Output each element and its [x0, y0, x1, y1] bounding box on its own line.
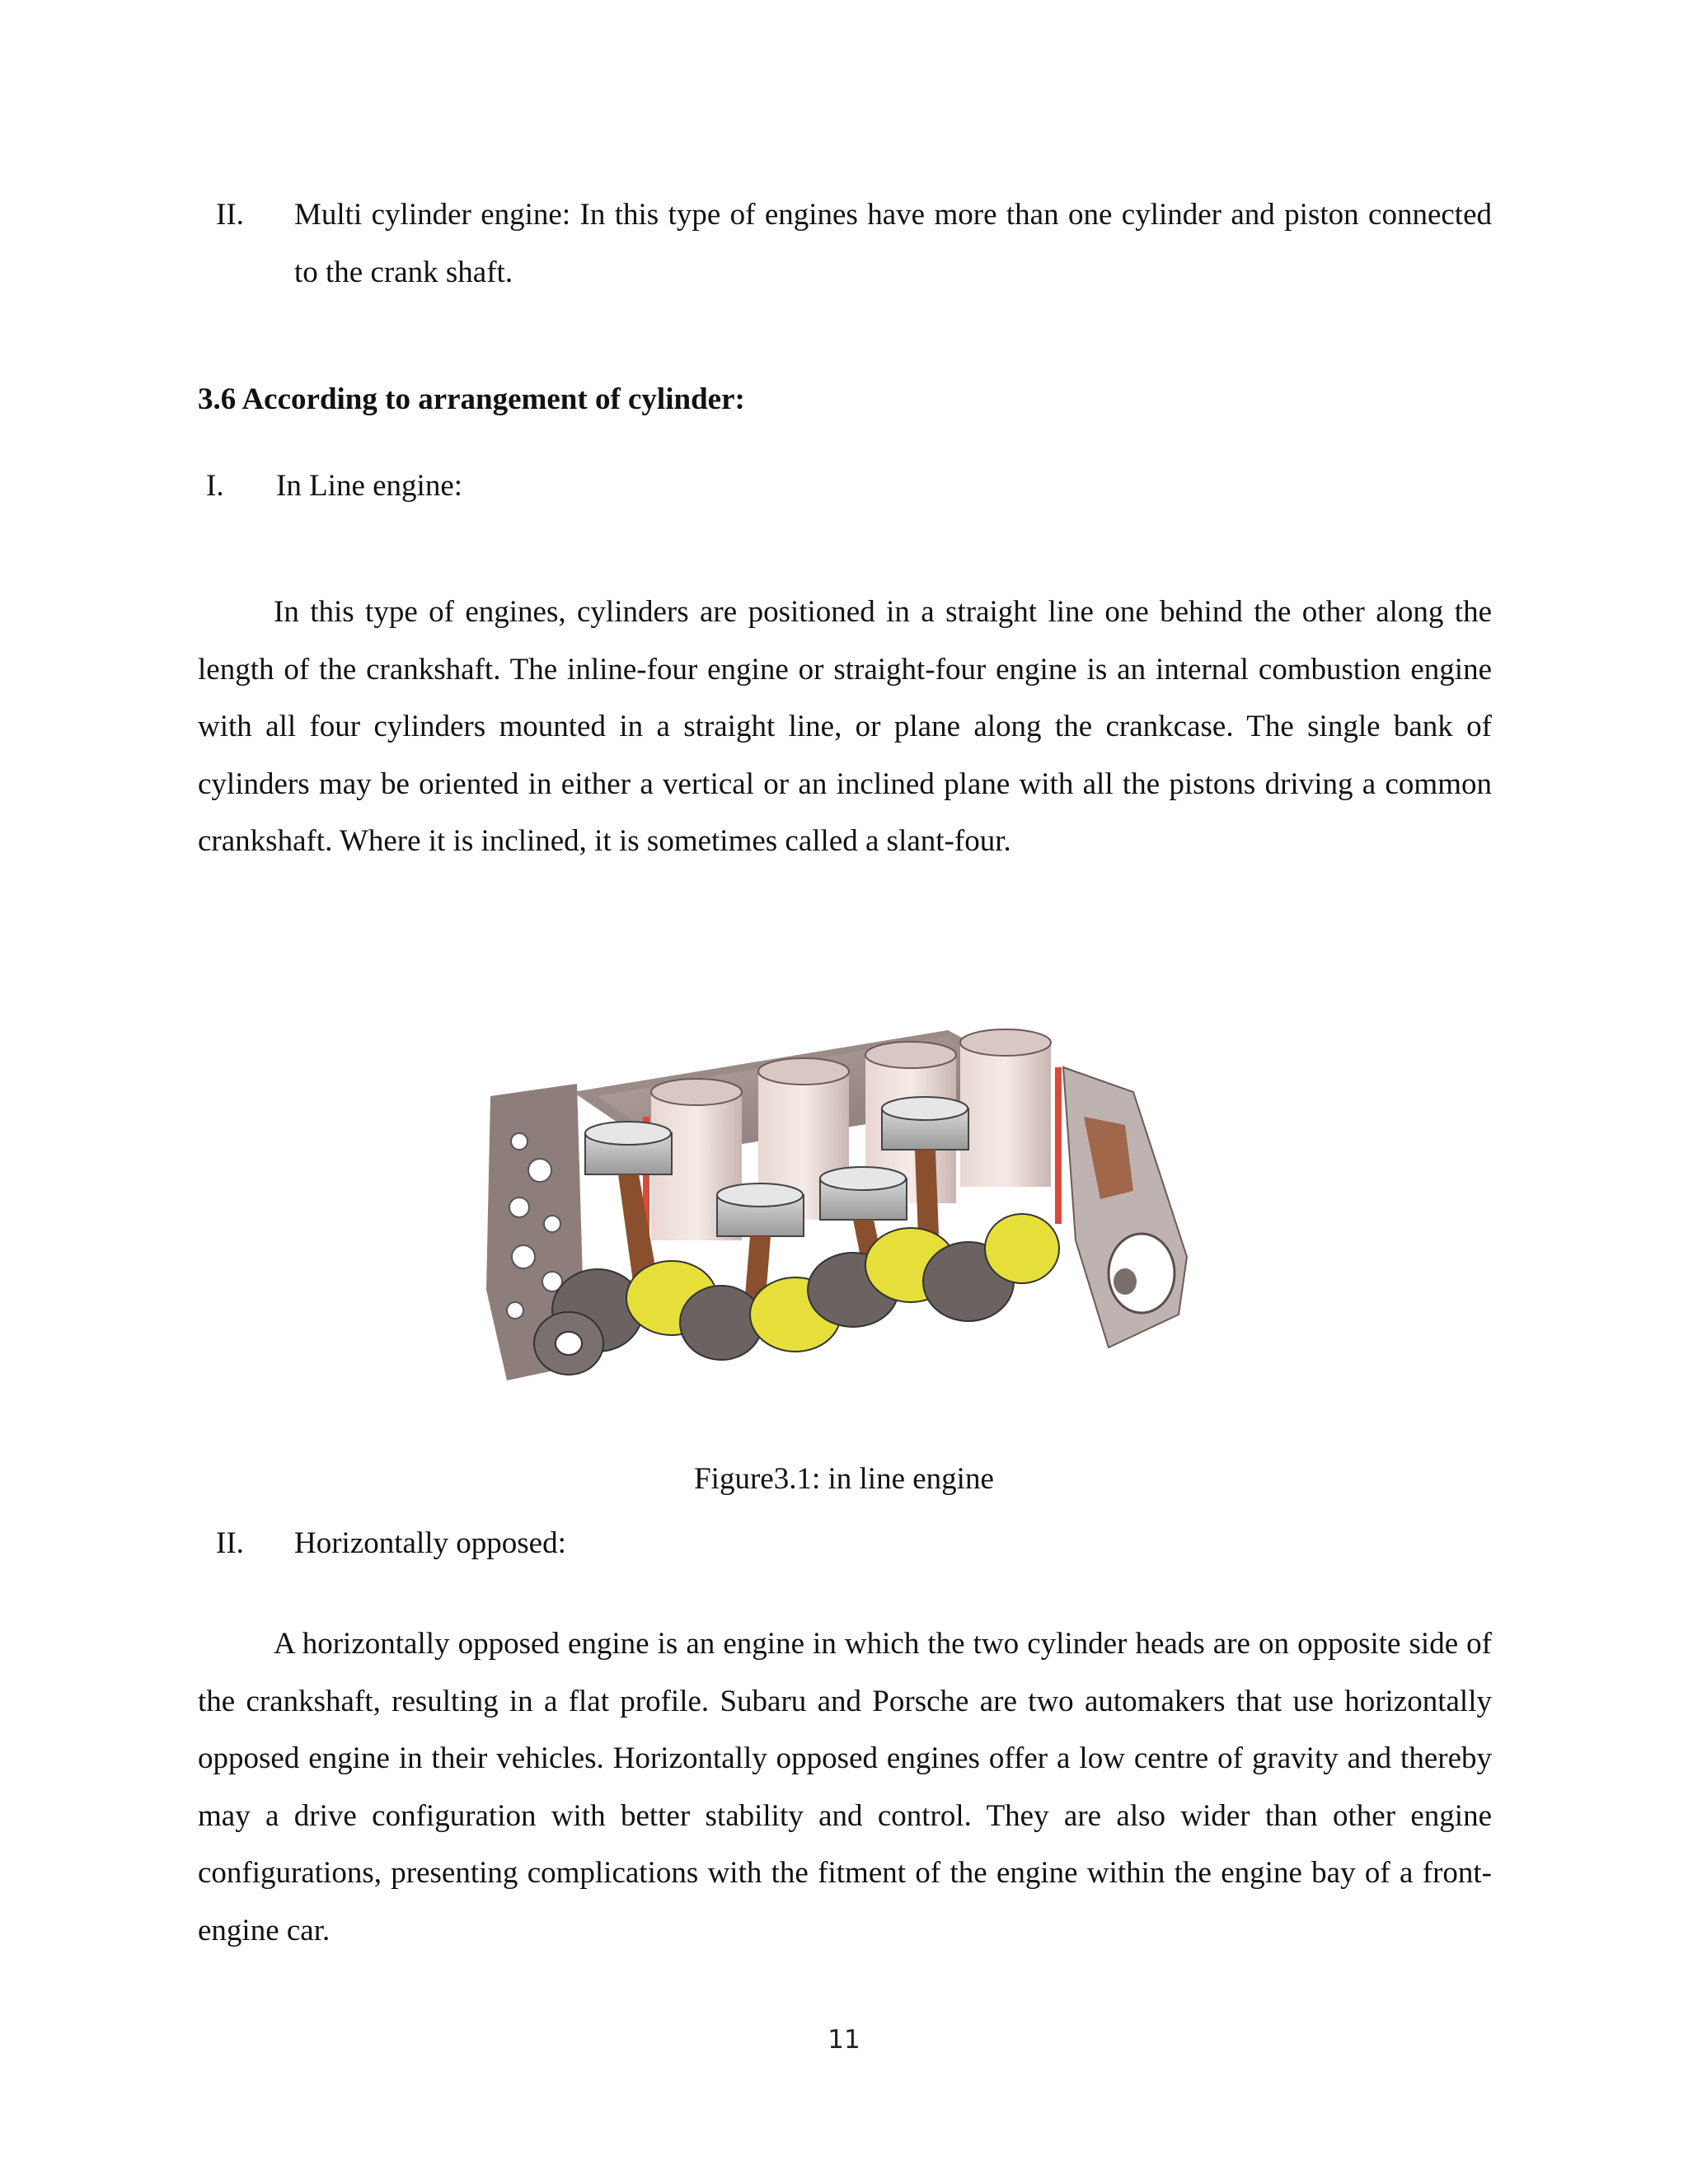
paragraph-inline-engine: In this type of engines, cylinders are positioned in a straight line one behind the other along the length of the crankshaft. The inline-four engine or straight-four engine is an internal combustion engine with all four cylinders mounted in a straight line, or plane along the crankcase. The single bank of cylinders may be oriented in either a vertical or an inclined plane with all the pistons driving a common crankshaft. Where it is inclined, it is sometimes called a slant-four.	[198, 595, 1492, 858]
list-marker: I.	[206, 469, 224, 503]
list-item-horizontally-opposed	[216, 1515, 1492, 1572]
list-item-text: Horizontally opposed:	[294, 1526, 566, 1560]
inline-engine-figure	[474, 1018, 1216, 1413]
page-number: 11	[828, 2025, 860, 2055]
section-heading: 3.6 According to arrangement of cylinder:	[198, 382, 745, 416]
paragraph-horizontally-opposed: A horizontally opposed engine is an engine in which the two cylinder heads are on opposite side of the crankshaft, resulting in a flat profile. Subaru and Porsche are two automakers that use horizontally opposed engine in their vehicles. Horizontally opposed engines offer a low centre of gravity and thereby may a drive configuration with better stability and control. They are also wider than other engine configurations, presenting complications with the fitment of the engine within the engine bay of a front-engine car.	[198, 1627, 1492, 1947]
figure-caption: Figure3.1: in line engine	[694, 1462, 994, 1496]
list-item-text: Multi cylinder engine: In this type of engines have more than one cylinder and piston connected to the crank shaft.	[294, 198, 1492, 289]
list-marker: II.	[216, 198, 244, 232]
list-item-inline-engine	[206, 457, 1492, 515]
list-item-text: In Line engine:	[276, 469, 463, 503]
list-marker: II.	[216, 1526, 244, 1560]
list-item-multi-cylinder	[216, 186, 1492, 302]
